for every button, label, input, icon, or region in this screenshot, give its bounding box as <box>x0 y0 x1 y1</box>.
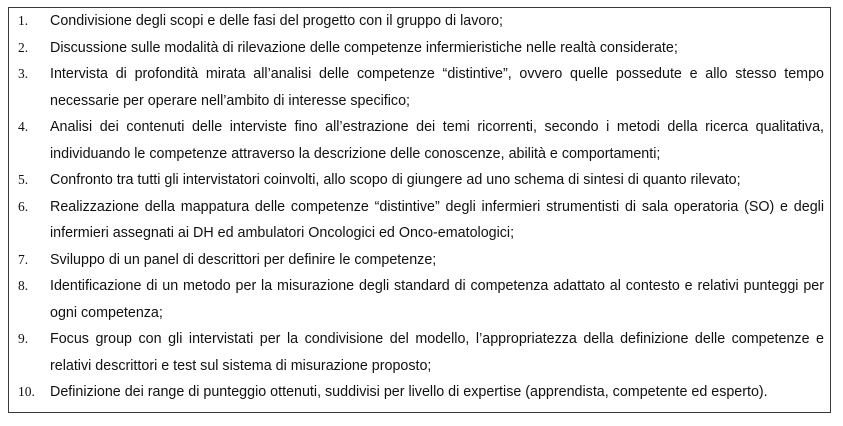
item-text: Identificazione di un metodo per la misurazione degli standard di competenza adattato al contesto e relativi punteggi per ogni competenza; <box>50 278 824 321</box>
item-number: 6. <box>18 198 29 214</box>
item-text: Discussione sulle modalità di rilevazione delle competenze infermieristiche nelle realtà considerate; <box>50 39 678 56</box>
list-item <box>9 167 832 194</box>
numbered-list-box <box>8 7 831 413</box>
item-text: Condivisione degli scopi e delle fasi del progetto con il gruppo di lavoro; <box>50 13 504 29</box>
item-text: Definizione dei range di punteggio ottenuti, suddivisi per livello di expertise (apprendista, competente ed esperto). <box>50 384 768 400</box>
list-item <box>9 379 832 406</box>
item-number: 8. <box>18 278 29 293</box>
list-item <box>9 35 832 62</box>
item-number: 7. <box>18 251 29 267</box>
list-item <box>9 8 832 35</box>
list-item <box>9 247 832 274</box>
item-text: Analisi dei contenuti delle interviste fino all’estrazione dei temi ricorrenti, secondo i metodi della ricerca qualitativa, individuando le competenze attraverso la descrizione delle conoscenze, abilità e comportamenti; <box>50 119 824 162</box>
item-number: 2. <box>18 39 29 55</box>
item-number: 5. <box>18 172 29 187</box>
steps-list <box>9 8 832 406</box>
list-item <box>9 61 832 114</box>
item-text: Intervista di profondità mirata all’analisi delle competenze “distintive”, ovvero quelle possedute e allo stesso tempo necessarie per operare nell’ambito di interesse specifico; <box>50 66 824 109</box>
list-item <box>9 114 832 167</box>
item-text: Focus group con gli intervistati per la condivisione del modello, l’appropriatezza della definizione delle competenze e relativi descrittori e test sul sistema di misurazione proposto; <box>50 331 824 374</box>
item-number: 9. <box>18 331 29 346</box>
list-item <box>9 326 832 379</box>
item-number: 1. <box>18 13 29 28</box>
item-text: Sviluppo di un panel di descrittori per definire le competenze; <box>50 251 437 268</box>
item-number: 3. <box>18 66 29 81</box>
item-text: Realizzazione della mappatura delle competenze “distintive” degli infermieri strumentisti di sala operatoria (SO) e degli infermieri assegnati ai DH ed ambulatori Oncologici ed Onco-ematologici; <box>50 198 824 241</box>
item-number: 4. <box>18 119 29 134</box>
list-item <box>9 273 832 326</box>
list-item <box>9 194 832 247</box>
item-text: Confronto tra tutti gli intervistatori coinvolti, allo scopo di giungere ad uno schema di sintesi di quanto rilevato; <box>50 172 741 188</box>
item-number: 10. <box>18 384 35 399</box>
